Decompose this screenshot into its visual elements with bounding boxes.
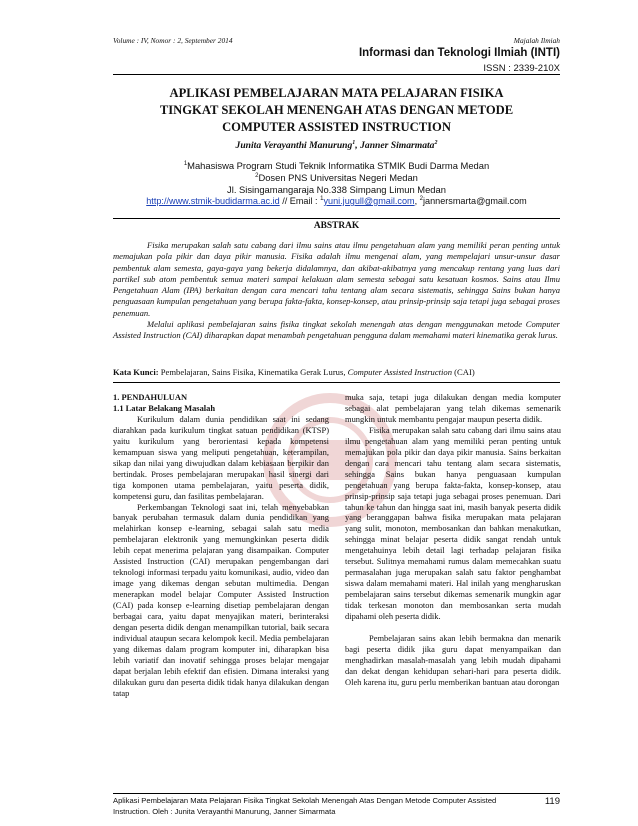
email-2-sup: 2 [419,196,423,202]
affiliation-2-text: Dosen PNS Universitas Negeri Medan [258,172,418,183]
keywords-label: Kata Kunci: [113,367,161,377]
author-2-sup: 2 [434,140,438,146]
authors [113,140,560,151]
author-separator: , [355,140,361,152]
keywords-text: Pembelajaran, Sains Fisika, Kinematika Gerak Lurus, [160,367,348,377]
affiliation-2 [113,172,560,183]
right-column [345,392,561,688]
author-2: Janner Simarmata [360,140,435,152]
keywords-italic: Computer Assisted Instruction [347,367,453,377]
address: Jl. Sisingamangaraja No.338 Simpang Limun Medan [227,184,446,195]
affiliation-1 [113,160,560,171]
footer-rule [113,793,560,794]
abstract-heading: ABSTRAK [313,221,360,231]
email-separator: , [414,196,420,207]
page-number: 119 [544,796,560,807]
magazine-label: Majalah Ilmiah [513,36,560,45]
email-label: // Email : [279,196,321,207]
abstract-paragraph-2: Melalui aplikasi pembelajaran sains fisika tingkat sekolah menengah atas dengan menggunakan metode Computer Assisted Instruction (CAI) diharapkan dapat menambah pengetahuan pengguna dalam memahami materi kinematika gerak lurus. [113,319,560,341]
affiliation-1-text: Mahasiswa Program Studi Teknik Informatika STMIK Budi Darma Medan [187,160,490,171]
title-line-2: TINGKAT SEKOLAH MENENGAH ATAS DENGAN METODE [159,103,514,117]
email-2: jannersmarta@gmail.com [423,196,527,207]
header-rule [113,74,560,75]
footer-text: Aplikasi Pembelajaran Mata Pelajaran Fisika Tingkat Sekolah Menengah Atas Dengan Metode Computer Assisted Instruction. Oleh : Junita Verayanthi Manurung, Janner Simarmata [113,796,497,816]
left-paragraph-2: Perkembangan Teknologi saat ini, telah menyebabkan banyak perubahan termasuk dalam dunia pendidikan yang melahirkan konsep e-learning, sebagai salah satu media pembelajaran elektronik yang memungkinkan peserta didik lebih cepat menerima pelajaran yang disampaikan. Computer Assisted Instruction (CAI) merupakan pengembangan dari teknologi informasi terpadu yaitu komunikasi, audio, video dan image yang dikemas dengan sebutan multimedia. Dengan menerapkan model belajar Computer Assisted Instruction (CAI) pada konsep e-learning disetiap pembelajaran dengan berbagai cara, yaitu dapat menyajikan materi, berinteraksi dengan peserta didik dengan menampilkan tutorial, baik secara individual ataupun secara kelompok kecil. Media pembelajaran yang dikemas dalam program komputer ini, diharapkan bisa lebih variatif dan inovatif sehingga proses belajar mengajar dapat berjalan lebih efektif dan efisien. Dimana interaksi yang dilakukan guru dan peserta didik tidak hanya dilakukan dengan tatap [113,501,329,698]
email-1-link[interactable]: yuni.jugull@gmail.com [323,196,415,207]
affiliation-2-sup: 2 [255,172,259,179]
title-line-3: COMPUTER ASSISTED INSTRUCTION [222,120,451,134]
volume-info: Volume : IV, Nomor : 2, September 2014 [113,36,233,45]
section-heading: 1. PENDAHULUAN [113,392,188,402]
contact-line [113,196,560,206]
email-1-sup: 1 [320,196,324,202]
abstract-top-rule [113,218,560,219]
left-paragraph-1: Kurikulum dalam dunia pendidikan saat ini sedang diarahkan pada kurikulum tingkat satuan pendidikan (KTSP) yaitu kurikulum yang berorientasi kepada kompetensi kemampuan siswa yang meliputi pengetahuan, keterampilan, sikap dan nilai yang diwujudkan dalam kebiasaan berpikir dan bertindak. Proses pembelajaran merupakan hasil sinergi dari tiga komponen utama pembelajaran, yaitu peserta didik, kompetensi guru, dan fasilitas pembelajaran. [113,413,329,501]
keywords-rule [113,382,560,383]
author-1: Junita Verayanthi Manurung [235,140,353,152]
keywords [113,367,560,377]
title-line-1: APLIKASI PEMBELAJARAN MATA PELAJARAN FISIKA [169,86,504,100]
paper-title [113,85,560,136]
right-paragraph-2: Pembelajaran sains akan lebih bermakna dan menarik bagi peserta didik jika guru dapat menyampaikan dan menghadirkan masalah-masalah yang lebih mudah dipahami dan dekat dengan kehidupan sehari-hari para peserta didik. Oleh karena itu, guru perlu memberikan bantuan atau dorongan [345,633,561,687]
right-paragraph-1: Fisika merupakan salah satu cabang dari ilmu sains atau ilmu pengetahuan alam yang memiliki peran penting untuk memajukan pola pikir dan daya pikir manusia. Sains berkaitan dengan cara mencari tahu tentang alam secara sistematis, sehingga Sains bukan hanya penguasaan kumpulan pengetahuan yang berupa fakta-fakta, konsep-konsep, atau prinsip-prinsip saja tetapi juga sebagai proses penemuan. Dari tahun ke tahun dan hingga saat ini, masih banyak peserta didik yang beranggapan bahwa fisika merupakan mata pelajaran yang sulit, monoton, membosankan dan bahkan menakutkan, sehingga minat belajar peserta didik sangat rendah untuk mengetahuinya lebih detail lagi terhadap pelajaran fisika tersebut. Sulitnya memahami rumus dalam memecahkan suatu permasalahan juga merupakan salah satu faktor penghambat siswa dalam memahami materi. Hal inilah yang mengharuskan pembelajaran sains tersebut dikemas semenarik mungkin agar tidak terkesan monoton dan membosankan serta mudah dipahami oleh peserta didik. [345,424,561,622]
keywords-tail: (CAI) [452,367,475,377]
affiliation-1-sup: 1 [183,160,188,167]
journal-name: Informasi dan Teknologi Ilmiah (INTI) [358,47,560,59]
left-column [113,392,329,699]
author-1-sup: 1 [352,140,356,146]
subsection-heading: 1.1 Latar Belakang Masalah [113,402,216,413]
issn: ISSN : 2339-210X [483,63,560,74]
website-link[interactable]: http://www.stmik-budidarma.ac.id [146,196,280,207]
abstract-paragraph-1: Fisika merupakan salah satu cabang dari ilmu sains atau ilmu pengetahuan alam yang memiliki peran penting untuk memajukan pola pikir dan daya pikir manusia. Fisika adalah ilmu mengenai alam, yang mempelajari unsur-unsur dasar pembentuk alam semesta, gaya-gaya yang bekerja didalamnya, dan akibat-akibatnya yang mencakup rentang yang luas dari partikel sub atom pembentuk semua materi sampai kelakuan alam semesta sebagai satu kesatuan kosmos. Sains atau Ilmu Pengetahuan Alam (IPA) berkaitan dengan cara mencari tahu tentang alam secara sistematis, sehingga Sains bukan hanya penguasaan kumpulan pengetahuan yang berupa fakta-fakta, konsep-konsep, atau prinsip-prinsip saja tetapi juga sebagai proses penemuan. [113,240,560,318]
right-paragraph-0: muka saja, tetapi juga dilakukan dengan media komputer sebagai alat pembelajaran yang telah dikemas semenarik mungkin untuk membantu pengajar maupun peserta didik. [345,392,561,424]
abstract-body [113,240,560,342]
